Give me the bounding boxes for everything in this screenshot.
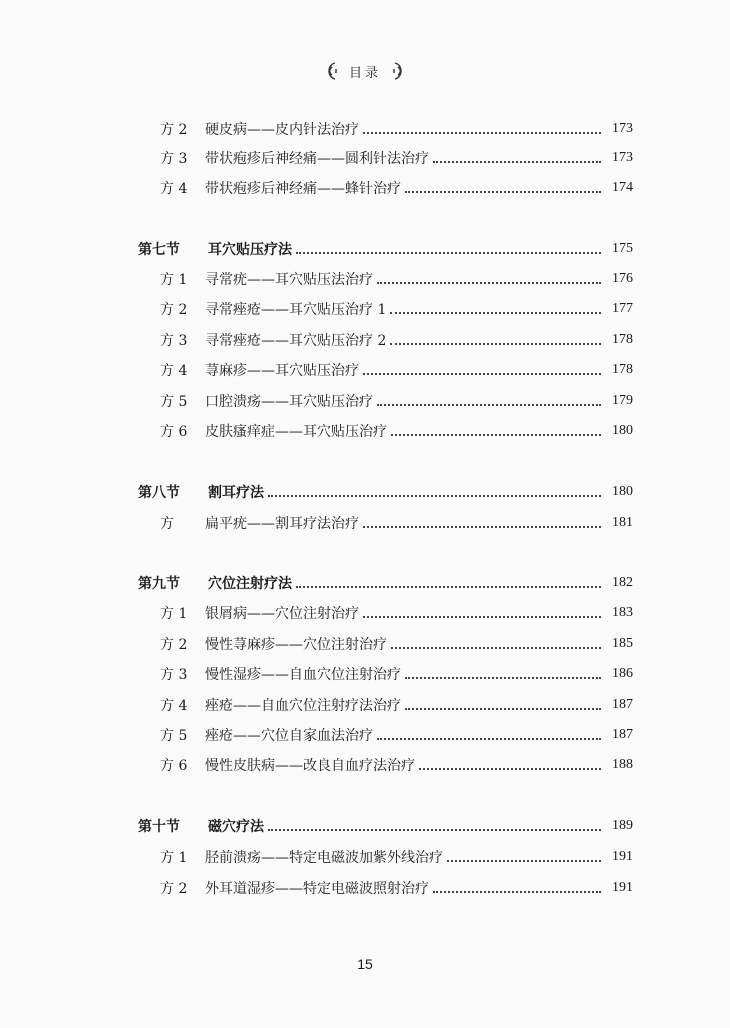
page-number-ref: 187 [612, 697, 633, 712]
section-number: 第九节 [138, 576, 180, 592]
dot-leader [363, 130, 601, 134]
item-title: 银屑病——穴位注射治疗 [205, 606, 359, 622]
dot-leader [296, 250, 601, 254]
dot-leader [377, 736, 601, 740]
item-number: 方 2 [160, 122, 188, 138]
dot-leader [405, 706, 601, 710]
page-number-ref: 187 [612, 727, 633, 742]
section-title: 穴位注射疗法 [208, 576, 292, 592]
toc-item-row[interactable] [0, 661, 730, 687]
toc-item-row[interactable] [0, 752, 730, 778]
page-number: 15 [357, 956, 373, 972]
item-title: 荨麻疹——耳穴贴压治疗 [205, 363, 359, 379]
toc-section-row[interactable] [0, 570, 730, 596]
toc-item-row[interactable] [0, 722, 730, 748]
item-number: 方 4 [160, 363, 188, 379]
right-ornament-icon [391, 61, 407, 81]
item-title: 寻常疣——耳穴贴压法治疗 [205, 272, 373, 288]
item-number: 方 3 [160, 333, 188, 349]
dot-leader [405, 189, 601, 193]
dot-leader [268, 493, 601, 497]
item-title: 带状疱疹后神经痛——圆利针法治疗 [205, 151, 429, 167]
toc-item-row[interactable] [0, 631, 730, 657]
item-number: 方 5 [160, 728, 188, 744]
toc-item-row[interactable] [0, 510, 730, 536]
item-number: 方 4 [160, 698, 188, 714]
item-number: 方 6 [160, 758, 188, 774]
item-number: 方 2 [160, 637, 188, 653]
item-title: 痤疮——穴位自家血法治疗 [205, 728, 373, 744]
item-number: 方 1 [160, 272, 188, 288]
dot-leader [390, 341, 601, 345]
item-title: 慢性荨麻疹——穴位注射治疗 [205, 637, 387, 653]
header-title: 目录 [348, 65, 381, 81]
toc-item-row[interactable] [0, 266, 730, 292]
item-number: 方 2 [160, 302, 188, 318]
item-number: 方 5 [160, 394, 188, 410]
section-number: 第七节 [138, 242, 180, 258]
item-title: 胫前溃疡——特定电磁波加紫外线治疗 [205, 850, 443, 866]
page-number-ref: 180 [612, 484, 633, 499]
dot-leader [377, 402, 601, 406]
dot-leader [363, 371, 601, 375]
running-header [0, 58, 730, 84]
toc-section-row[interactable] [0, 479, 730, 505]
page-number-ref: 174 [612, 180, 633, 195]
section-number: 第十节 [138, 819, 180, 835]
page-number-ref: 173 [612, 150, 633, 165]
page-number-ref: 189 [612, 818, 633, 833]
dot-leader [268, 827, 601, 831]
dot-leader [391, 432, 601, 436]
item-title: 皮肤瘙痒症——耳穴贴压治疗 [205, 424, 387, 440]
page-number-ref: 178 [612, 332, 633, 347]
item-number: 方 2 [160, 881, 188, 897]
item-title: 寻常痤疮——耳穴贴压治疗 1 [205, 302, 387, 318]
page-number-ref: 176 [612, 271, 633, 286]
section-title: 磁穴疗法 [208, 819, 264, 835]
item-title: 痤疮——自血穴位注射疗法治疗 [205, 698, 401, 714]
toc-item-row[interactable] [0, 875, 730, 901]
page-number-ref: 182 [612, 575, 633, 590]
toc-section-row[interactable] [0, 236, 730, 262]
dot-leader [296, 584, 601, 588]
toc-item-row[interactable] [0, 175, 730, 201]
page-number-ref: 181 [612, 515, 633, 530]
dot-leader [433, 889, 601, 893]
page-number-ref: 179 [612, 393, 633, 408]
item-title: 硬皮病——皮内针法治疗 [205, 122, 359, 138]
section-title: 割耳疗法 [208, 485, 264, 501]
toc-item-row[interactable] [0, 357, 730, 383]
page-number-ref: 178 [612, 362, 633, 377]
item-title: 慢性皮肤病——改良自血疗法治疗 [205, 758, 415, 774]
page-number-ref: 191 [612, 880, 633, 895]
item-number: 方 6 [160, 424, 188, 440]
toc-item-row[interactable] [0, 145, 730, 171]
item-number: 方 4 [160, 181, 188, 197]
dot-leader [363, 614, 601, 618]
page-number-ref: 175 [612, 241, 633, 256]
dot-leader [390, 310, 601, 314]
left-ornament-icon [323, 61, 339, 81]
toc-item-row[interactable] [0, 296, 730, 322]
page-number-ref: 185 [612, 636, 633, 651]
toc-item-row[interactable] [0, 327, 730, 353]
toc-item-row[interactable] [0, 692, 730, 718]
item-title: 外耳道湿疹——特定电磁波照射治疗 [205, 881, 429, 897]
page-number-ref: 191 [612, 849, 633, 864]
toc-item-row[interactable] [0, 418, 730, 444]
page-number-ref: 186 [612, 666, 633, 681]
item-number: 方 1 [160, 606, 188, 622]
dot-leader [391, 645, 601, 649]
dot-leader [419, 766, 601, 770]
page-number-ref: 173 [612, 121, 633, 136]
dot-leader [447, 858, 601, 862]
dot-leader [433, 159, 601, 163]
item-title: 口腔溃疡——耳穴贴压治疗 [205, 394, 373, 410]
page-number-ref: 183 [612, 605, 633, 620]
item-number: 方 [160, 516, 174, 532]
section-title: 耳穴贴压疗法 [208, 242, 292, 258]
toc-item-row[interactable] [0, 844, 730, 870]
item-number: 方 3 [160, 151, 188, 167]
toc-item-row[interactable] [0, 388, 730, 414]
toc-item-row[interactable] [0, 600, 730, 626]
section-number: 第八节 [138, 485, 180, 501]
item-title: 寻常痤疮——耳穴贴压治疗 2 [205, 333, 387, 349]
dot-leader [377, 280, 601, 284]
item-title: 慢性湿疹——自血穴位注射治疗 [205, 667, 401, 683]
toc-item-row[interactable] [0, 116, 730, 142]
item-number: 方 3 [160, 667, 188, 683]
item-title: 带状疱疹后神经痛——蜂针治疗 [205, 181, 401, 197]
page-number-ref: 188 [612, 757, 633, 772]
dot-leader [363, 524, 601, 528]
toc-section-row[interactable] [0, 813, 730, 839]
page-number-ref: 177 [612, 301, 633, 316]
item-number: 方 1 [160, 850, 188, 866]
page-number-ref: 180 [612, 423, 633, 438]
item-title: 扁平疣——割耳疗法治疗 [205, 516, 359, 532]
dot-leader [405, 675, 601, 679]
